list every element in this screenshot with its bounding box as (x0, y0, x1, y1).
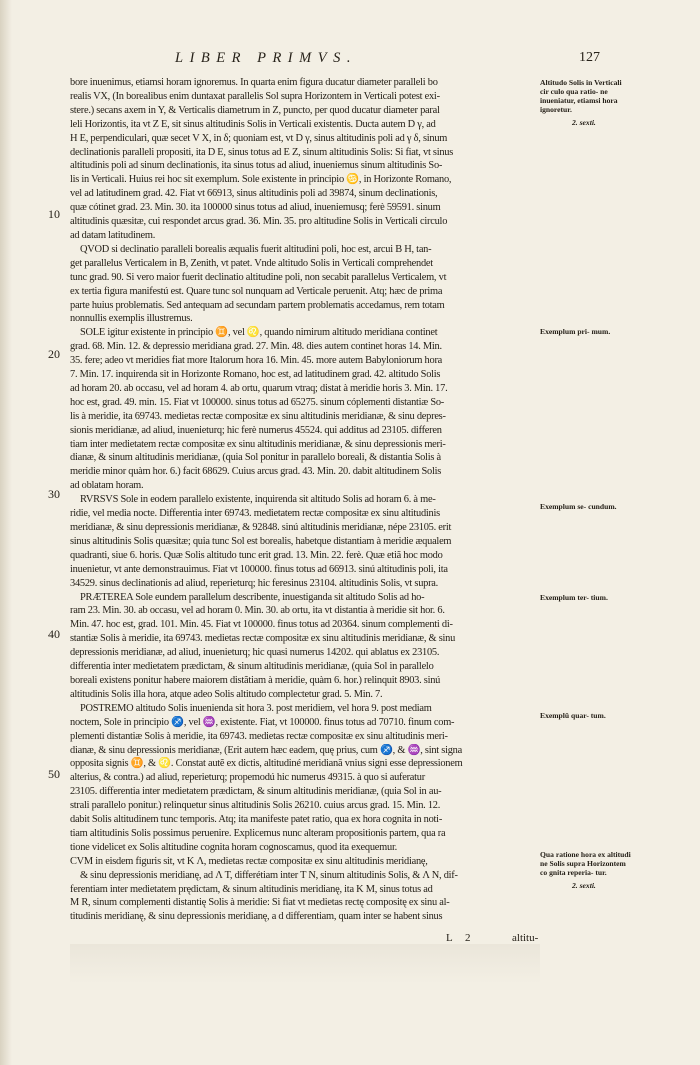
text-line: sionis meridianæ, ad aliud, inuenieturq; hic ferè numerus 45524. qui additus ad 23105. differen (70, 424, 442, 436)
text-line: inuenietur, vt ante demonstrauimus. Fiat vt 100000. finus totus ad 66913. sinú altitudinis poli, ita (70, 563, 448, 575)
text-line: CVM in eisdem figuris sit, vt K Λ, medietas rectæ compositæ ex sinu altitudinis meridianę, (70, 855, 428, 867)
text-line: ram 23. Min. 30. ab occasu, vel ad horam 0. Min. 30. ab ortu, ita vt distantia à meridie sit hor. 6. (70, 605, 445, 617)
main-text (70, 76, 540, 946)
text-line: quæ cótinet grad. 23. Min. 30. ita 100000 sinus totus ad aliud, inueniemusq; ferè 59591. sinum (70, 202, 441, 214)
catchword: altitu- (512, 932, 539, 944)
text-line: QVOD si declinatio paralleli borealis æqualis fuerit altitudini poli, hoc est, arcui B H, tan- (80, 243, 432, 255)
text-line: H E, perpendiculari, quæ secet V X, in δ; quoniam est, vt D γ, sinus altitudinis poli ad γ δ, sinum (70, 132, 448, 144)
text-line: quadranti, siue 6. horis. Quæ Solis altitudo tunc erit grad. 13. Min. 22. ferè. Quæ etiã hoc modo (70, 549, 443, 561)
page-header (40, 50, 600, 72)
text-line: boreali existens ponitur habere maiorem distãtiam à meridie, quàm 6. hor.) relinquit 8903. sinú (70, 674, 441, 686)
text-line: alterius, & contra.) ad aliud, reperieturq; propemodú hic numerus 49315. à quo si auferatur (70, 772, 425, 784)
text-line: opposita signis ♊, & ♌. Constat autẽ ex dictis, altitudiné meridianã vnius signi esse depressionem (70, 758, 463, 770)
margin-note-text: Exemplum ter- tium. (540, 593, 608, 602)
text-line: bore inuenimus, etiamsi horam ignoremus. In quarta enim figura ducatur diameter paralleli bo (70, 77, 438, 88)
text-line: nonnullis exemplis illustremus. (70, 313, 193, 325)
text-line: 23105. differentia inter medietatem prædictam, & sinum altitudinis meridianæ, (quia Sol in au- (70, 786, 442, 798)
text-line: tiam inter medietatem rectæ compositæ ex sinu altitudinis meridianæ, & sinu depressionis meri- (70, 438, 446, 450)
margin-note-reference: 2. sexti. (572, 881, 596, 890)
text-line: 7. Min. 17. inquirenda sit in Horizonte Romano, hoc est, ad latitudinem grad. 42. altitudo Solis (70, 369, 441, 381)
text-line: hoc est, grad. 49. min. 15. Fiat vt 100000. sinus totus ad 65275. sinum cóplementi distantiæ So- (70, 396, 444, 408)
text-line: declinationis paralleli propositi, ita D E, sinus totus ad E Z, sinum altitudinis Solis: Si fiat, vt sinus (70, 146, 454, 158)
text-line: PRÆTEREA Sole eundem parallelum describente, inuestiganda sit altitudo Solis ad ho- (80, 591, 425, 603)
text-line: strali parallelo ponitur.) relinquetur sinus altitudinis Solis 26210. cuius arcus grad. 15. Min. 12. (70, 800, 441, 812)
text-line: sinus altitudinis Solis quæsitæ; quia tunc Sol est borealis, habetque distantiam à meridie æqualem (70, 535, 452, 547)
margin-note (540, 711, 632, 720)
margin-note (540, 78, 632, 127)
text-line: altitudinis poli ad sinum declinationis, ita sinus totus ad aliud, inueniemus sinum altitudinis So- (70, 160, 443, 172)
text-line: depressionis meridianæ, ad aliud, inuenieturq; hic quasi numerus 14202. qui ablatus ex 23105. (70, 647, 440, 659)
line-number: 10 (48, 207, 60, 221)
text-line: parte huius problematis. Sed antequam ad secundam partem problematis accedamus, rem totam (70, 299, 445, 311)
margin-note (540, 850, 632, 890)
line-number: 40 (48, 627, 60, 641)
margin-note (540, 327, 632, 336)
text-line: ad horam 20. ab occasu, vel ad horam 4. ab ortu, quarum vtraq; distat à meridie horis 3. Min. 17. (70, 382, 448, 394)
margin-note (540, 502, 632, 511)
line-number: 20 (48, 347, 60, 361)
text-line: ferentiam inter medietatem prędictam, & sinum altitudinis meridianę, ita K M, sinus totus ad (70, 883, 433, 895)
margin-note-reference: 2. sexti. (572, 118, 596, 127)
text-line: M R, sinum complementi distantię Solis à meridie: Si fiat vt medietas rectę compositę ex sinu al- (70, 897, 450, 909)
text-line: ridie, vel media nocte. Differentia inter 69743. medietatem rectæ compositæ ex sinu altitudinis (70, 508, 440, 520)
text-line: grad. 68. Min. 12. & depressio meridiana grad. 27. Min. 48. dies autem continet horas 14. Min. (70, 341, 442, 353)
line-number: 50 (48, 767, 60, 781)
text-line: differentia inter medietatem prædictam, & sinum altitudinis meridianæ, (quia Sol in parallelo (70, 661, 434, 673)
text-line: RVRSVS Sole in eodem parallelo existente, inquirenda sit altitudo Solis ad horam 6. à me- (80, 494, 436, 506)
signature-mark: L 2 (446, 932, 476, 944)
page-number: 127 (579, 50, 600, 65)
margin-note-text: Qua ratione hora ex altitudi ne Solis supra Horizontem co gnita reperia- tur. (540, 850, 631, 877)
text-line: altitudinis quæsitæ, cui respondet arcus grad. 36. Min. 35. pro altitudine Solis in Verticali circulo (70, 216, 448, 228)
text-line: & sinu depressionis meridianę, ad Λ T, differétiam inter T N, sinum altitudinis Solis, & Λ N, dif- (80, 869, 458, 881)
show-through-shadow (70, 944, 540, 984)
text-line: vel ad latitudinem grad. 42. Fiat vt 66913, sinus altitudinis poli ad 39874, sinum declinationis, (70, 188, 438, 200)
text-line: tunc grad. 90. Si vero maior fuerit declinatio altitudine poli, non secabit parallelus Verticalem, vt (70, 271, 447, 283)
text-line: tiam altitudinis Solis possimus peruenire. Explicemus nunc alteram propositionis partem, qua ra (70, 827, 446, 839)
text-line: 35. fere; adeo vt meridies fiat more Italorum hora 16. Min. 45. more autem Babyloniorum hora (70, 355, 443, 367)
margin-note-text: Exemplũ quar- tum. (540, 711, 606, 720)
margin-note (540, 593, 632, 602)
text-line: ad oblatam horam. (70, 480, 144, 492)
margin-note-text: Altitudo Solis in Verticali cir culo qua ratio- ne inueniatur, etiamsi hora ignoretur. (540, 78, 622, 114)
text-line: POSTREMO altitudo Solis inuenienda sit hora 3. post meridiem, vel hora 9. post mediam (80, 702, 432, 714)
text-line: tione videlicet ex Solis altitudine cognita horam cognoscamus, quod ita exequemur. (70, 841, 397, 853)
text-line: ad datam latitudinem. (70, 229, 156, 241)
text-line: meridianæ, & sinu depressionis meridianæ, & 92848. sinú altitudinis meridianæ, népe 23105. erit (70, 522, 452, 533)
running-title: LIBER PRIMVS. (175, 50, 357, 66)
text-line: plementi distantiæ Solis à meridie, ita 69743. medietas rectæ compositæ ex sinu altitudinis meri- (70, 730, 448, 742)
text-line: noctem, Sole in principio ♐, vel ♒, existente. Fiat, vt 100000. finus totus ad 70710. finum com- (70, 716, 455, 728)
text-line: stere.) secans axem in Y, & Verticalis diametrum in Z, puncto, per quod ducatur diameter paral (70, 104, 440, 116)
text-line: lis in Verticali. Huius rei hoc sit exemplum. Sole existente in principio ♋, in Horizonte Romano, (70, 174, 452, 186)
text-line: SOLE igitur existente in principio ♊, vel ♌, quando nimirum altitudo meridiana continet (80, 327, 438, 339)
text-line: Min. 47. hoc est, grad. 101. Min. 45. Fiat vt 100000. finus totus ad 20364. sinum complementi di- (70, 619, 453, 631)
text-line: get parallelus Verticalem in B, Zenith, vt patet. Vnde altitudo Solis in Verticali comprehendet (70, 257, 433, 269)
margin-note-text: Exemplum pri- mum. (540, 327, 611, 336)
text-line: 34529. sinus declinationis ad aliud, reperieturq; hic feresinus 23104. altitudinis Solis, vt supra. (70, 577, 439, 589)
text-line: ex tertia figura manifestú est. Quare tunc sol nunquam ad Verticale peruenit. Atq; hæc de prima (70, 285, 443, 297)
text-line: lis à meridie, ita 69743. medietas rectæ compositæ ex sinu altitudinis meridianæ, & sinu depres- (70, 410, 446, 422)
margin-note-text: Exemplum se- cundum. (540, 502, 617, 511)
line-number: 30 (48, 487, 60, 501)
text-line: altitudinis Solis illa hora, atque adeo Solis altitudo complectetur grad. 5. Min. 7. (70, 688, 383, 700)
text-line: titudinis meridianę, & sinu depressionis meridianę, a d differentiam, quam inter se habent sinus (70, 911, 443, 923)
text-line: leli Horizontis, ita vt Z E, sit sinus altitudinis Solis in Verticali existentis. Ducta autem D γ, ad (70, 118, 436, 130)
text-line: realis VX, (In borealibus enim duntaxat parallelis Sol supra Horizontem in Verticali potest exi- (70, 90, 440, 102)
text-line: meridie minor quàm hor. 6.) facit 68629. Cuius arcus grad. 43. Min. 20. dabit altitudinem Solis (70, 466, 442, 478)
text-line: dianæ, & sinum altitudinis meridianæ, (quia Sol ponitur in parallelo boreali, & distantia Solis à (70, 452, 441, 464)
text-line: stantiæ Solis à meridie, ita 69743. medietas rectæ compositæ ex sinu altitudinis meridianæ, & sinu (70, 633, 456, 645)
text-line: dianæ, & sinu depressionis meridianæ, (Erit autem hæc eadem, quę prius, cum ♐, & ♒, sint signa (70, 744, 462, 756)
text-line: dabit Solis altitudinem tunc temporis. Atq; ita manifeste patet ratio, qua ex hora cognita in noti- (70, 814, 443, 826)
